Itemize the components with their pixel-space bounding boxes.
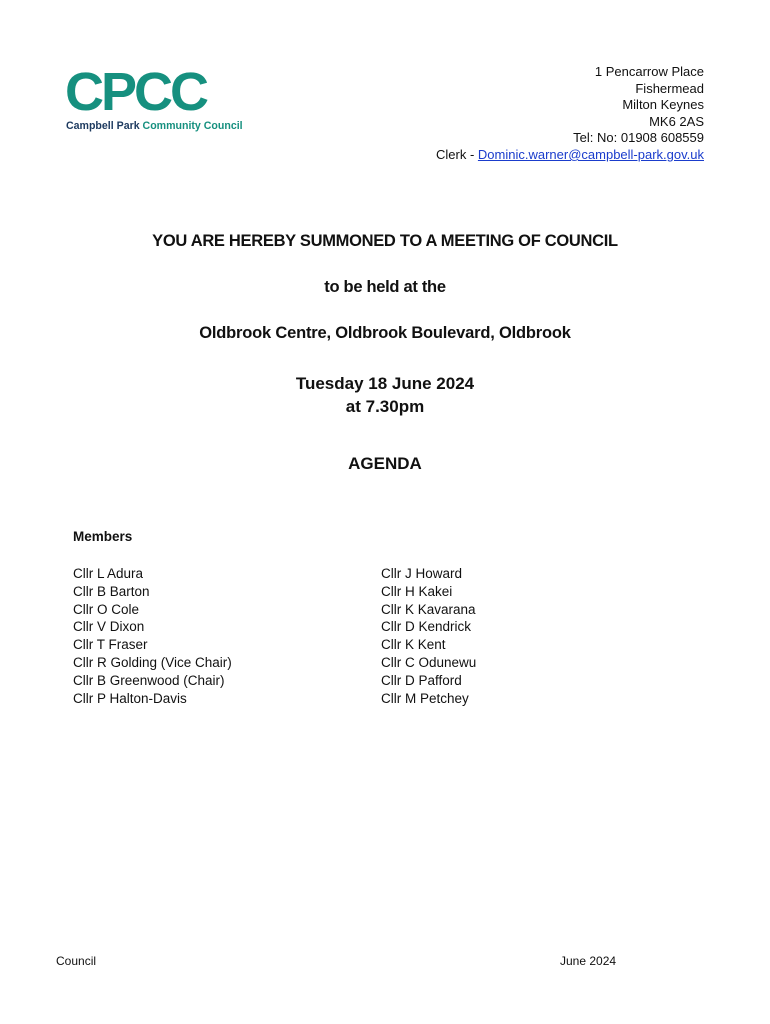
council-address [436,64,704,164]
member-item: Cllr B Barton [73,583,150,599]
clerk-label: Clerk - [436,146,478,162]
meeting-date: Tuesday 18 June 2024 [295,374,475,393]
member-item: Cllr O Cole [73,601,140,617]
meeting-time: at 7.30pm [345,397,425,416]
member-item: Cllr D Kendrick [381,619,472,635]
address-phone: Tel: No: 01908 608559 [573,130,704,146]
meeting-venue: Oldbrook Centre, Oldbrook Boulevard, Oldbrook [199,324,571,342]
logo-name-part1: Campbell Park [66,120,143,132]
cpcc-logo [64,66,254,134]
clerk-email-link[interactable]: Dominic.warner@campbell-park.gov.uk [477,146,704,162]
held-at-text: to be held at the [324,278,446,296]
members-list-left [73,565,232,707]
members-heading: Members [73,529,133,544]
address-line: Fishermead [635,80,704,96]
footer-left: Council [56,954,97,968]
member-item: Cllr J Howard [381,566,463,581]
member-item: Cllr P Halton-Davis [73,690,187,706]
members-list-right [381,565,476,707]
logo-initials: CPCC [65,66,207,122]
member-item: Cllr K Kavarana [381,601,476,617]
clerk-contact [436,147,704,164]
summons-title: YOU ARE HEREBY SUMMONED TO A MEETING OF COUNCIL [152,232,618,250]
member-item: Cllr L Adura [73,566,144,581]
member-item: Cllr C Odunewu [381,654,477,670]
member-item: Cllr D Pafford [381,672,462,688]
member-item: Cllr R Golding (Vice Chair) [73,654,232,670]
member-item: Cllr B Greenwood (Chair) [73,672,225,688]
logo-name-part2: Community Council [142,120,243,132]
cpcc-logo-graphic [64,66,254,134]
member-item: Cllr H Kakei [381,583,453,599]
address-postcode: MK6 2AS [649,113,704,129]
address-line: Milton Keynes [622,97,704,113]
logo-council-name [66,120,243,132]
address-line: 1 Pencarrow Place [594,64,704,79]
member-item: Cllr V Dixon [73,619,145,635]
member-item: Cllr M Petchey [381,690,469,706]
member-item: Cllr K Kent [381,637,446,653]
member-item: Cllr T Fraser [73,637,148,653]
footer-right: June 2024 [560,954,617,968]
meeting-datetime [0,372,770,418]
agenda-heading: AGENDA [348,454,422,473]
